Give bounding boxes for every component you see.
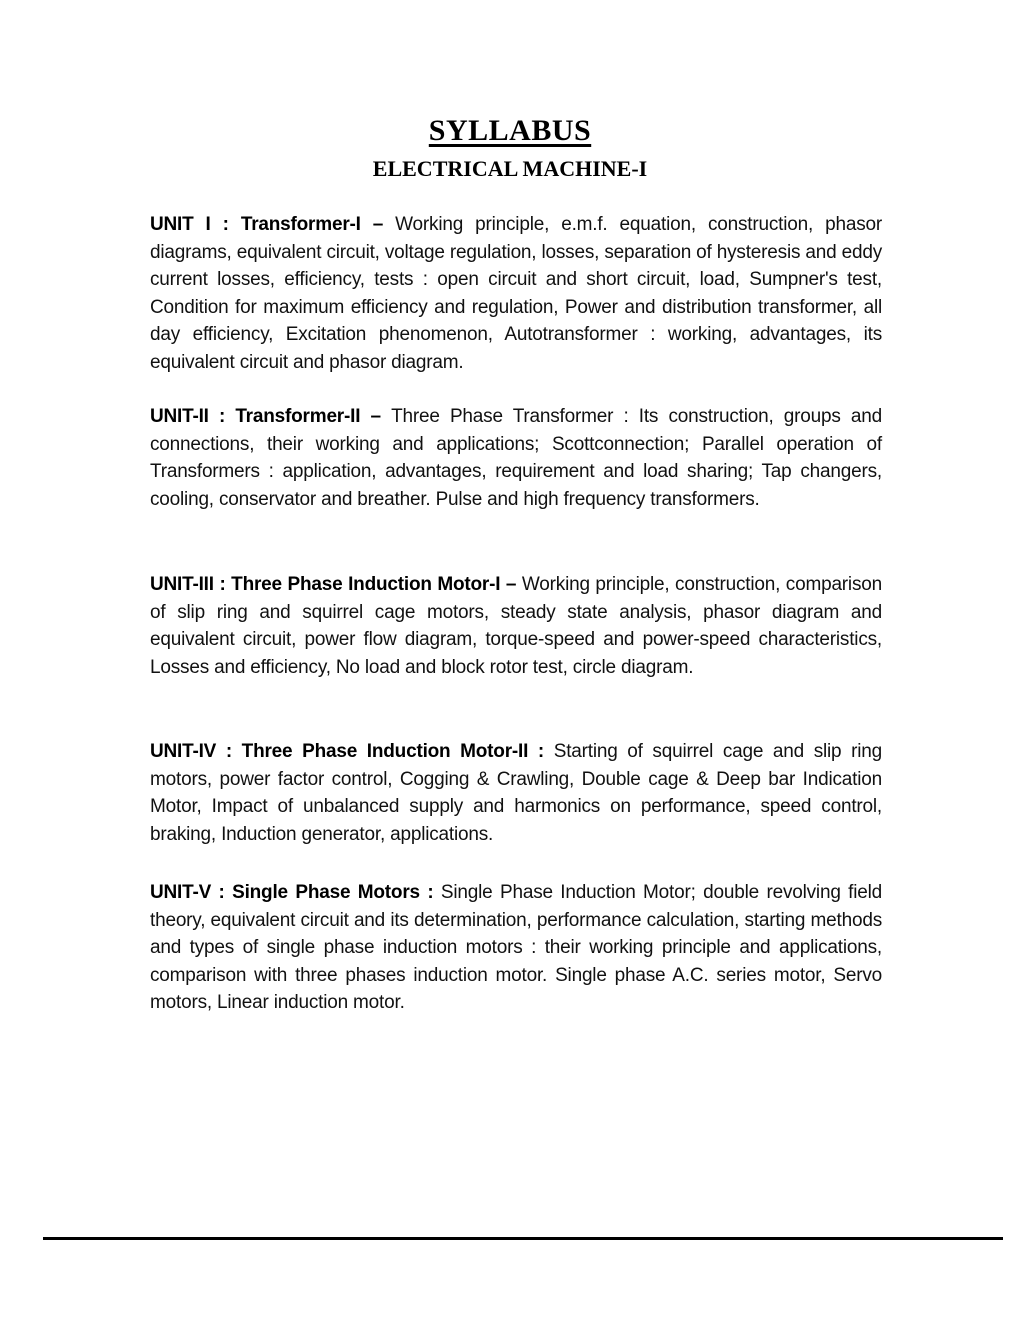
page-title: SYLLABUS <box>428 114 592 147</box>
unit-3-text: Working principle, construction, comparison of slip ring and squirrel cage motors, steady state analysis, phasor diagram and equivalent circuit, power flow diagram, torque-speed and power-speed characteristics, Losses and efficiency, No load and block rotor test, circle diagram. <box>150 574 882 678</box>
unit-1-text: Working principle, e.m.f. equation, construction, phasor diagrams, equivalent circuit, voltage regulation, losses, separation of hysteresis and eddy current losses, efficiency, tests : open circuit and short circuit, load, Sumpner's test, Condition for maximum efficiency and regulation, Power and distribution transformer, all day efficiency, Excitation phenomenon, Autotransformer : working, advantages, its equivalent circuit and phasor diagram. <box>150 214 883 373</box>
unit-2-label: UNIT-II : Transformer-II – <box>150 406 392 427</box>
unit-2-text: Three Phase Transformer : Its construction, groups and connections, their working and applications; Scottconnection; Parallel operation of Transformers : application, advantages, requirement and load sharing; Tap changers, cooling, conservator and breather. Pulse and high frequency transformers. <box>150 406 882 510</box>
unit-4-paragraph <box>150 738 882 848</box>
unit-1-paragraph <box>150 211 882 377</box>
footer-divider <box>43 1237 1003 1240</box>
page-subtitle: ELECTRICAL MACHINE-I <box>372 156 648 181</box>
unit-2-paragraph <box>150 403 882 513</box>
unit-5-text: Single Phase Induction Motor; double revolving field theory, equivalent circuit and its determination, performance calculation, starting methods and types of single phase induction motors : their working principle and applications, comparison with three phases induction motor. Single phase A.C. series motor, Servo motors, Linear induction motor. <box>150 882 882 1014</box>
unit-5-label: UNIT-V : Single Phase Motors : <box>150 882 441 903</box>
unit-1-label: UNIT I : Transformer-I – <box>150 214 396 235</box>
unit-5-paragraph <box>150 879 882 1017</box>
unit-4-label: UNIT-IV : Three Phase Induction Motor-II : <box>150 741 554 762</box>
unit-4-text: Starting of squirrel cage and slip ring motors, power factor control, Cogging & Crawling, Double cage & Deep bar Indication Motor, Impact of unbalanced supply and harmonics on performance, speed control, braking, Induction generator, applications. <box>150 741 882 845</box>
unit-3-label: UNIT-III : Three Phase Induction Motor-I – <box>150 574 522 595</box>
unit-3-paragraph <box>150 571 882 681</box>
